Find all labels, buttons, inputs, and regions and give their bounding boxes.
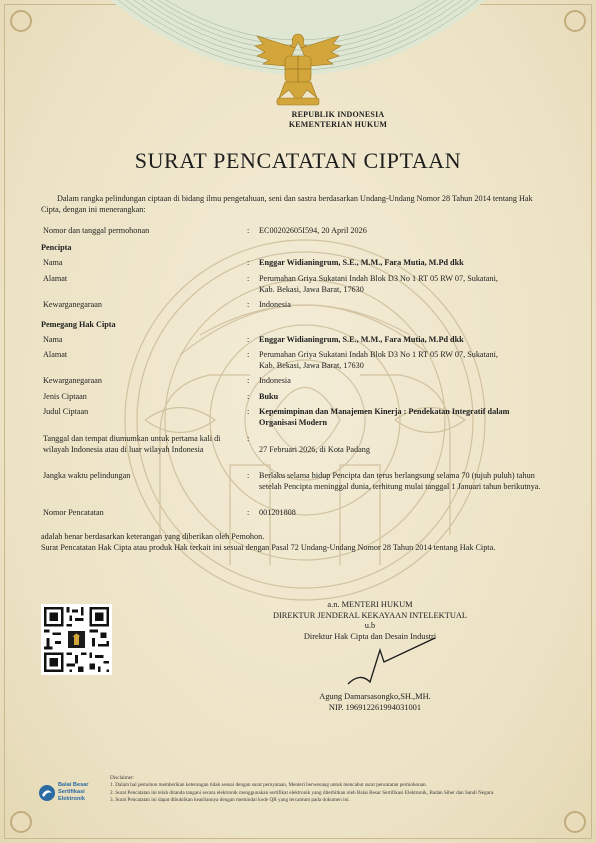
work-title: Kepemimpinan dan Manajemen Kinerja : Pendekatan Integratif dalam Organisasi Modern: [259, 407, 510, 427]
bsre-text: [58, 782, 88, 802]
bsre-logo-icon: [38, 784, 56, 802]
signature-line-3: u.b: [364, 621, 376, 630]
colon: :: [247, 434, 250, 443]
announce-label: Tanggal dan tempat diumumkan untuk pertama kali di wilayah Indonesia atau di luar wilayah Indonesia: [43, 434, 221, 454]
disclaimer-item: 3. Surat Pencatatan ini dapat dibuktikan keasliannya dengan memindai kode QR yang tercantum pada dokumen ini.: [110, 796, 350, 803]
holder-heading: Pemegang Hak Cipta: [41, 320, 116, 329]
creator-nationality-label: Kewarganegaraan: [43, 300, 102, 309]
record-label: Nomor Pencatatan: [43, 508, 104, 517]
application-label: Nomor dan tanggal permohonan: [43, 226, 150, 235]
holder-nationality-label: Kewarganegaraan: [43, 376, 102, 385]
ministry-header: [0, 110, 596, 130]
qr-code-icon: [41, 604, 112, 675]
work-type: Buku: [259, 392, 279, 401]
signatory: [290, 692, 460, 713]
period-value: Berlaku selama hidup Pencipta dan terus berlangsung selama 70 (tujuh puluh) tahun setelah Pencipta meninggal dunia, terhitung mulai tanggal 1 Januari tahun berikutnya.: [259, 471, 541, 491]
creator-name: Enggar Widianingrum, S.E., M.M., Fara Mutia, M.Pd dkk: [259, 258, 464, 267]
holder-name: Enggar Widianingrum, S.E., M.M., Fara Mutia, M.Pd dkk: [259, 335, 464, 344]
colon: :: [247, 407, 250, 416]
handwritten-signature: [340, 632, 440, 690]
bsre-line-3: Elektronik: [58, 795, 86, 802]
announce-value: 27 Februari 2026, di Kota Padang: [259, 445, 370, 454]
creator-address-label: Alamat: [43, 274, 68, 283]
intro-paragraph: Dalam rangka pelindungan ciptaan di bidang ilmu pengetahuan, seni dan sastra berdasarkan Undang-Undang Nomor 28 Tahun 2014 tentang Hak Cipta, dengan ini menerangkan:: [41, 194, 533, 214]
disclaimer-item: 2. Surat Pencatatan ini telah ditanda tangani secara elektronik menggunakan sertifikat elektronik yang diterbitkan oleh Balai Besar Sertifikasi Elektronik, Badan Siber dan Sandi Negara.: [110, 789, 495, 796]
work-title-label: Judul Ciptaan: [43, 407, 89, 416]
disclaimer-item: 1. Dalam hal pemohon memberikan keterangan tidak sesuai dengan surat pernyataan, Menteri berwenang untuk mencabut surat pencatatan permohonan.: [110, 782, 427, 789]
signature-line-2: DIREKTUR JENDERAL KEKAYAAN INTELEKTUAL: [272, 610, 468, 620]
corner-ornament: [10, 811, 32, 833]
creator-nationality: Indonesia: [259, 300, 291, 309]
creator-heading: Pencipta: [41, 243, 72, 252]
bsre-logo: [38, 782, 108, 806]
holder-address: Perumahan Griya Sukatani Indah Blok D3 No 1 RT 05 RW 07, Sukatani, Kab. Bekasi, Jawa Barat, 17630: [259, 350, 498, 370]
colon: :: [247, 392, 250, 401]
colon: :: [247, 300, 250, 309]
garuda-emblem-icon: [253, 28, 343, 108]
signatory-name: Agung Damarsasongko,SH.,MH.: [319, 692, 431, 701]
creator-address: Perumahan Griya Sukatani Indah Blok D3 No 1 RT 05 RW 07, Sukatani, Kab. Bekasi, Jawa Barat, 17630: [259, 274, 498, 294]
colon: :: [247, 258, 250, 267]
disclaimer: [110, 775, 560, 804]
signature-line-4: Direktur Hak Cipta dan Desain Industri: [303, 631, 437, 641]
holder-address-label: Alamat: [43, 350, 68, 359]
application-value: EC00202605I594, 20 April 2026: [259, 226, 367, 235]
colon: :: [247, 335, 250, 344]
colon: :: [247, 226, 250, 235]
colon: :: [247, 274, 250, 283]
period-label: Jangka waktu pelindungan: [43, 471, 131, 480]
corner-ornament: [564, 811, 586, 833]
holder-nationality: Indonesia: [259, 376, 291, 385]
colon: :: [247, 376, 250, 385]
holder-name-label: Nama: [43, 335, 63, 344]
work-type-label: Jenis Ciptaan: [43, 392, 87, 401]
record-number: 001201808: [259, 508, 296, 517]
creator-name-label: Nama: [43, 258, 63, 267]
closing-line-2: Surat Pencatatan Hak Cipta atau produk Hak terkait ini sesuai dengan Pasal 72 Undang-Undang Nomor 28 Tahun 2014 tentang Hak Cipta.: [41, 543, 496, 552]
bsre-line-1: Balai Besar: [58, 782, 89, 788]
colon: :: [247, 350, 250, 359]
bsre-line-2: Sertifikasi: [58, 788, 85, 795]
signatory-nip: NIP. 196912261994031001: [328, 702, 422, 712]
colon: :: [247, 471, 250, 480]
closing-line-1: adalah benar berdasarkan keterangan yang diberikan oleh Pemohon.: [41, 532, 265, 541]
colon: :: [247, 508, 250, 517]
ministry-name: KEMENTERIAN HUKUM: [288, 120, 388, 129]
country-name: REPUBLIK INDONESIA: [291, 110, 385, 119]
document-title: SURAT PENCATATAN CIPTAAN: [134, 148, 462, 173]
disclaimer-heading: Disclaimer:: [110, 775, 135, 781]
signature-line-1: a.n. MENTERI HUKUM: [327, 600, 413, 609]
